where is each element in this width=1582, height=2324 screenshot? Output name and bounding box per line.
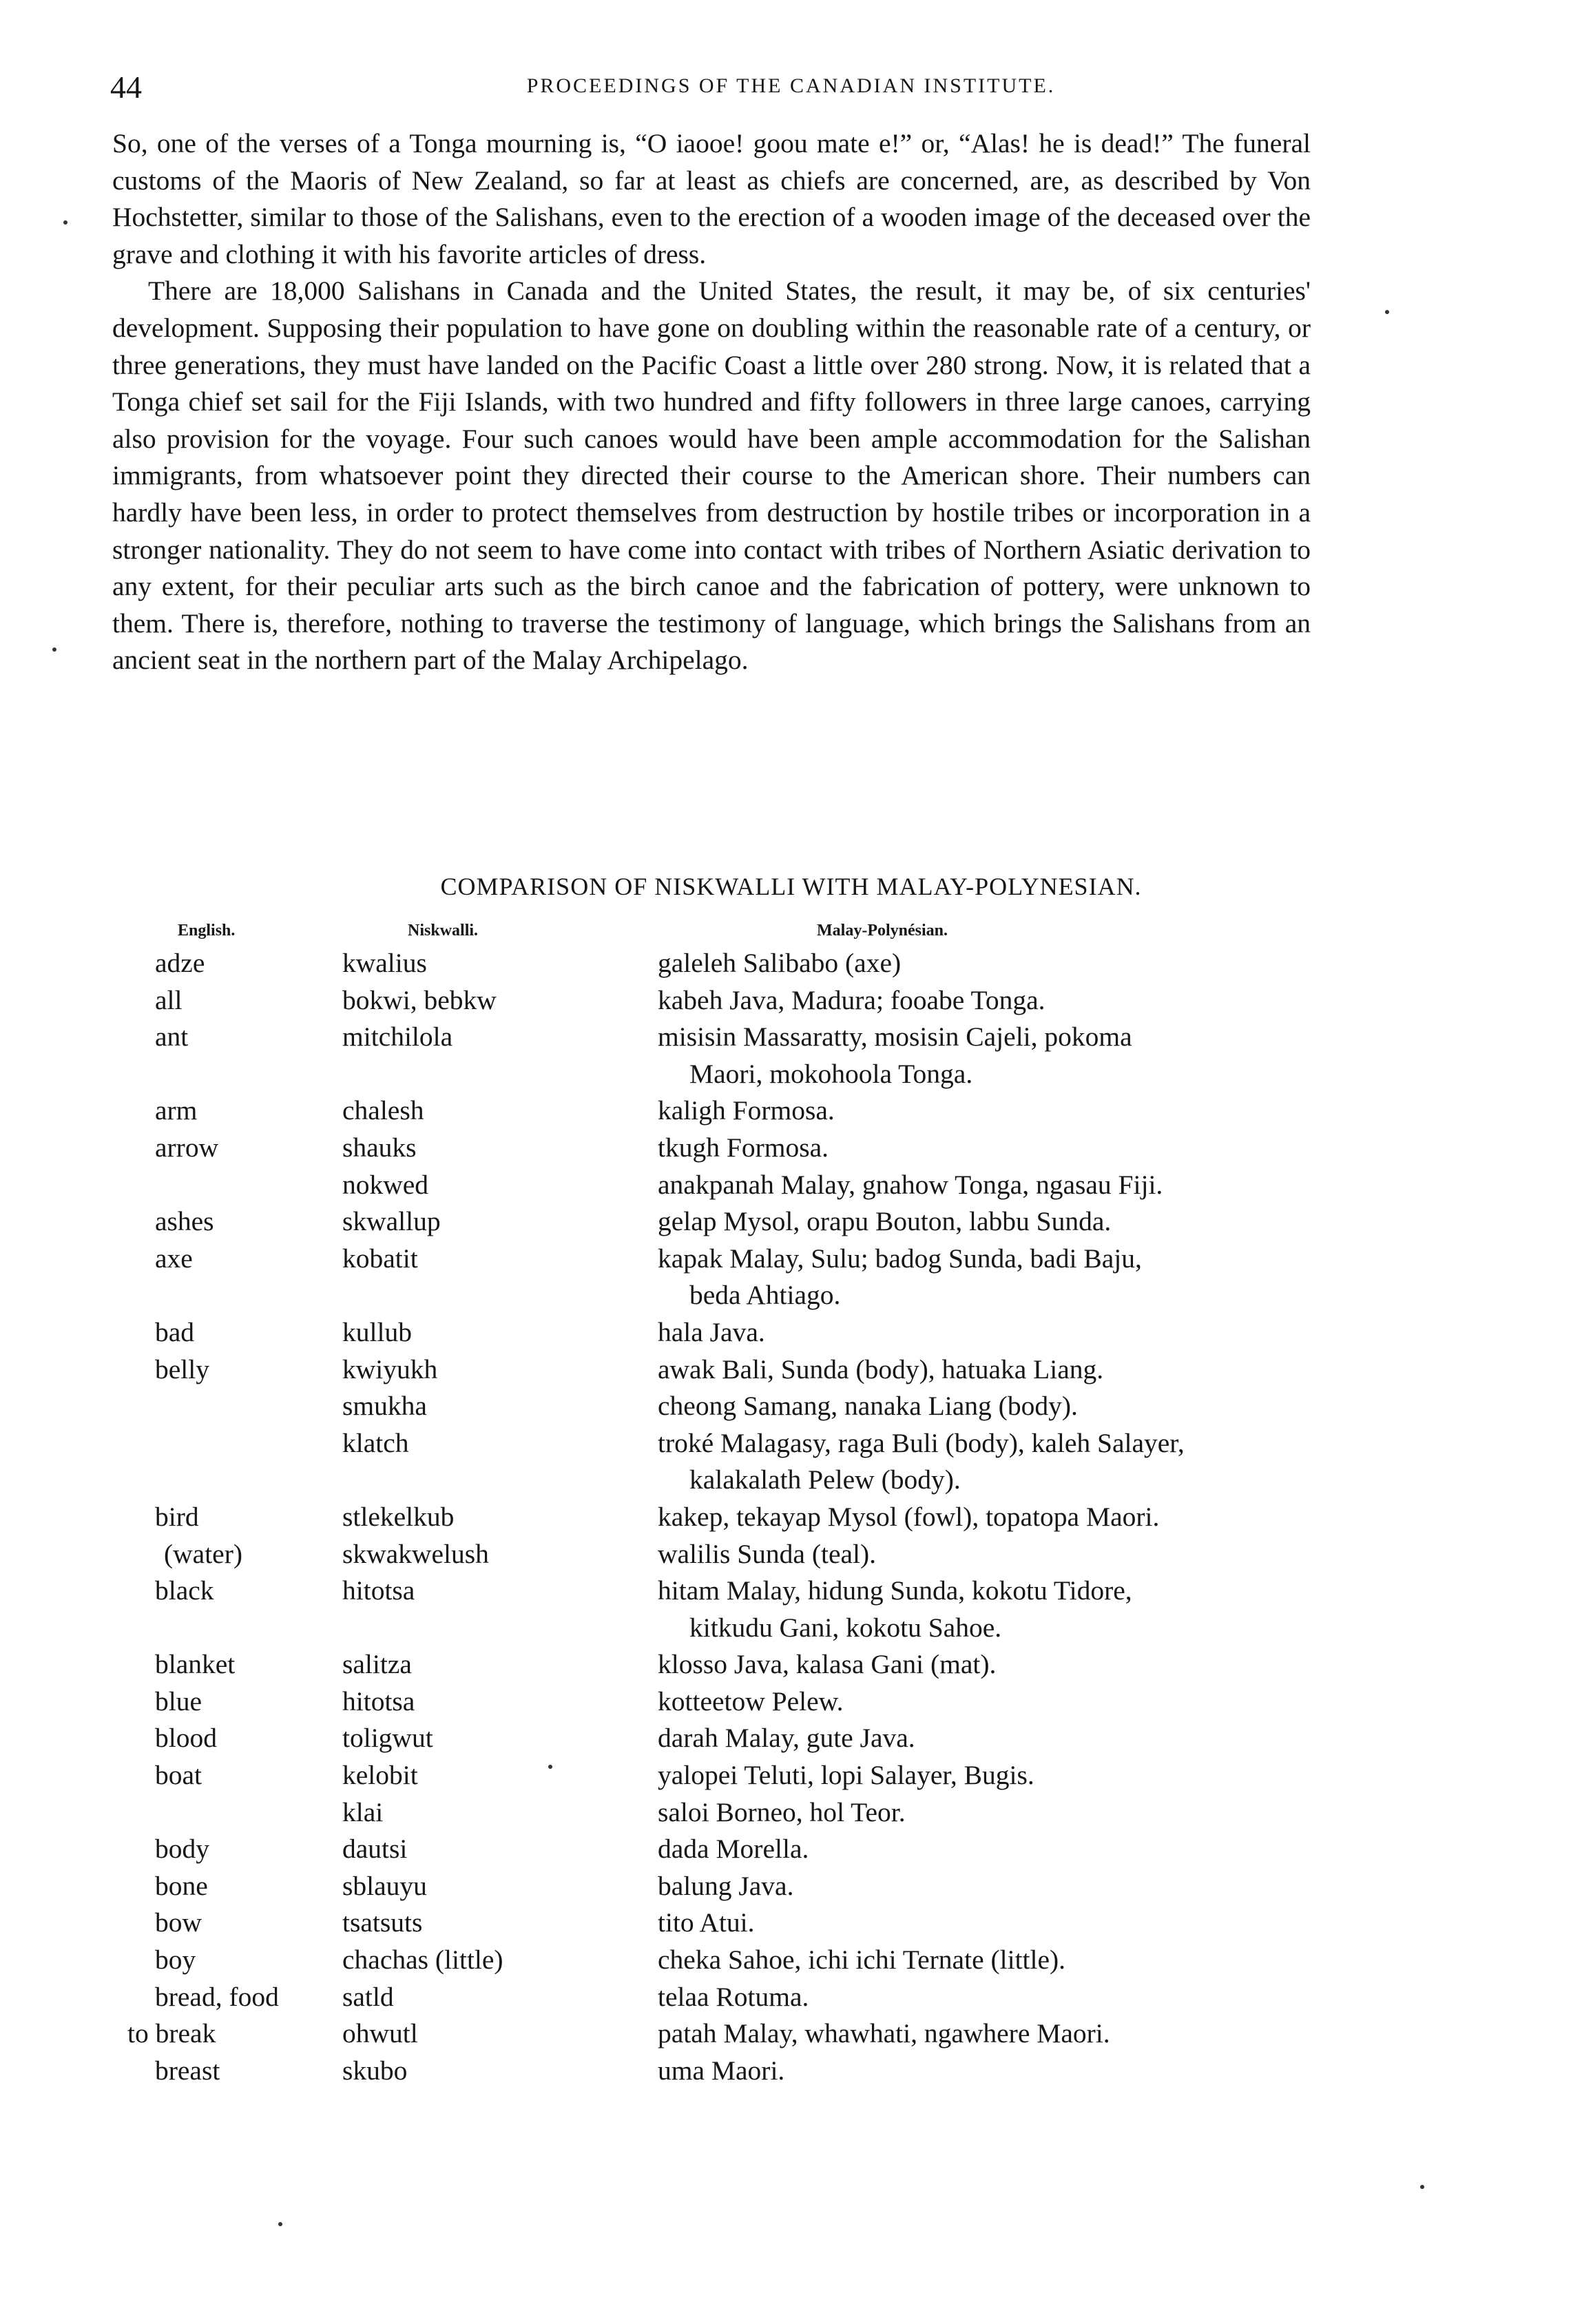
table-row xyxy=(0,1130,1582,1167)
malay-polynesian-cognates xyxy=(658,2053,1302,2090)
table-row xyxy=(0,1499,1582,1536)
niskwalli-word: kelobit xyxy=(342,1760,418,1791)
cognate-line: misisin Massaratty, mosisin Cajeli, pokoma xyxy=(658,1021,1132,1052)
english-word: bow xyxy=(155,1907,202,1938)
cognate-line: patah Malay, whawhati, ngawhere Maori. xyxy=(658,2018,1110,2049)
table-row xyxy=(0,1425,1582,1499)
cognate-line: tito Atui. xyxy=(658,1907,755,1938)
niskwalli-word: hitotsa xyxy=(342,1685,415,1716)
english-word: body xyxy=(155,1834,209,1865)
cognate-line: kapak Malay, Sulu; badog Sunda, badi Baju, xyxy=(658,1243,1142,1274)
cognate-line-continued: kitkudu Gani, kokotu Sahoe. xyxy=(689,1612,1002,1643)
table-row xyxy=(0,1905,1582,1942)
column-header-english: English. xyxy=(178,922,236,940)
cognate-line: kakep, tekayap Mysol (fowl), topatopa Maori. xyxy=(658,1501,1160,1532)
table-row xyxy=(0,2015,1582,2053)
english-word: arm xyxy=(155,1095,198,1126)
table-row xyxy=(0,1942,1582,1979)
malay-polynesian-cognates xyxy=(658,1130,1302,1167)
malay-polynesian-cognates xyxy=(658,1942,1302,1979)
niskwalli-word: klatch xyxy=(342,1427,409,1458)
cognate-line: darah Malay, gute Java. xyxy=(658,1723,915,1754)
cognate-line: cheka Sahoe, ichi ichi Ternate (little). xyxy=(658,1944,1066,1975)
table-row xyxy=(0,1019,1582,1092)
english-word: boat xyxy=(155,1760,202,1791)
malay-polynesian-cognates xyxy=(658,945,1302,982)
niskwalli-word: kobatit xyxy=(342,1243,418,1274)
cognate-line: kotteetow Pelew. xyxy=(658,1685,844,1716)
malay-polynesian-cognates xyxy=(658,1351,1302,1389)
malay-polynesian-cognates xyxy=(658,1241,1302,1314)
cognate-line: telaa Rotuma. xyxy=(658,1981,809,2012)
niskwalli-word: hitotsa xyxy=(342,1575,415,1606)
cognate-line: awak Bali, Sunda (body), hatuaka Liang. xyxy=(658,1353,1104,1384)
malay-polynesian-cognates xyxy=(658,1499,1302,1536)
cognate-line: kabeh Java, Madura; fooabe Tonga. xyxy=(658,984,1045,1015)
english-word: bird xyxy=(155,1501,199,1532)
table-row xyxy=(0,1388,1582,1425)
malay-polynesian-cognates xyxy=(658,1905,1302,1942)
english-word: belly xyxy=(155,1353,209,1384)
english-word: breast xyxy=(155,2055,220,2086)
table-row xyxy=(0,1241,1582,1314)
cognate-line: yalopei Teluti, lopi Salayer, Bugis. xyxy=(658,1760,1034,1791)
niskwalli-word: toligwut xyxy=(342,1723,433,1754)
malay-polynesian-cognates xyxy=(658,982,1302,1019)
paragraph: So, one of the verses of a Tonga mourning is, “O iaooe! goou mate e!” or, “Alas! he is dead!” The funeral customs of the Maoris of New Zealand, so far at least as chiefs are concerned, are, as described by Von Hochstetter, similar to those of the Salishans, even to the erection of a wooden image of the deceased over the grave and clothing it with his favorite articles of dress. xyxy=(112,128,1311,269)
speck-mark xyxy=(1385,310,1389,314)
niskwalli-word: tsatsuts xyxy=(342,1907,423,1938)
page-number: 44 xyxy=(110,70,142,105)
cognate-line: hitam Malay, hidung Sunda, kokotu Tidore, xyxy=(658,1575,1132,1606)
english-word: arrow xyxy=(155,1132,219,1163)
cognate-line-continued: beda Ahtiago. xyxy=(689,1280,841,1311)
cognate-line: hala Java. xyxy=(658,1316,765,1347)
cognate-line-continued: kalakalath Pelew (body). xyxy=(689,1464,961,1495)
english-word: adze xyxy=(155,948,205,978)
table-row xyxy=(0,1167,1582,1204)
malay-polynesian-cognates xyxy=(658,1979,1302,2016)
english-word: bread, food xyxy=(155,1981,279,2012)
malay-polynesian-cognates xyxy=(658,1314,1302,1351)
speck-mark xyxy=(52,647,56,652)
table-row xyxy=(0,945,1582,982)
niskwalli-word: satld xyxy=(342,1981,394,2012)
niskwalli-word: skwallup xyxy=(342,1206,441,1237)
niskwalli-word: sblauyu xyxy=(342,1870,427,1901)
malay-polynesian-cognates xyxy=(658,1646,1302,1683)
niskwalli-word: salitza xyxy=(342,1649,412,1680)
english-word: to break xyxy=(127,2018,216,2049)
english-word: (water) xyxy=(164,1538,243,1569)
table-row xyxy=(0,1720,1582,1757)
table-row xyxy=(0,1868,1582,1905)
niskwalli-word: kwiyukh xyxy=(342,1353,438,1384)
niskwalli-word: kullub xyxy=(342,1316,412,1347)
column-header-malay-polynesian: Malay-Polynésian. xyxy=(817,922,948,940)
table-row xyxy=(0,1683,1582,1721)
english-word: bad xyxy=(155,1316,195,1347)
niskwalli-word: dautsi xyxy=(342,1834,408,1865)
niskwalli-word: mitchilola xyxy=(342,1021,453,1052)
body-text xyxy=(112,125,1311,679)
english-word: bone xyxy=(155,1870,208,1901)
english-word: axe xyxy=(155,1243,193,1274)
speck-mark xyxy=(63,220,67,225)
malay-polynesian-cognates xyxy=(658,1757,1302,1794)
cognate-line: uma Maori. xyxy=(658,2055,785,2086)
malay-polynesian-cognates xyxy=(658,1425,1302,1499)
running-header: PROCEEDINGS OF THE CANADIAN INSTITUTE. xyxy=(526,74,1056,97)
english-word: all xyxy=(155,984,183,1015)
cognate-line: gelap Mysol, orapu Bouton, labbu Sunda. xyxy=(658,1206,1112,1237)
table-row xyxy=(0,1536,1582,1573)
cognate-line: cheong Samang, nanaka Liang (body). xyxy=(658,1391,1078,1422)
cognate-line: dada Morella. xyxy=(658,1834,809,1865)
table-row xyxy=(0,1757,1582,1794)
table-row xyxy=(0,1203,1582,1241)
cognate-line: saloi Borneo, hol Teor. xyxy=(658,1796,906,1827)
english-word: blue xyxy=(155,1685,202,1716)
niskwalli-word: chachas (little) xyxy=(342,1944,503,1975)
table-row xyxy=(0,1794,1582,1832)
english-word: blood xyxy=(155,1723,217,1754)
malay-polynesian-cognates xyxy=(658,1019,1302,1092)
table-row xyxy=(0,2053,1582,2090)
malay-polynesian-cognates xyxy=(658,1868,1302,1905)
malay-polynesian-cognates xyxy=(658,1683,1302,1721)
malay-polynesian-cognates xyxy=(658,1092,1302,1130)
niskwalli-word: skubo xyxy=(342,2055,408,2086)
column-header-niskwalli: Niskwalli. xyxy=(408,922,479,940)
english-word: black xyxy=(155,1575,214,1606)
cognate-line: anakpanah Malay, gnahow Tonga, ngasau Fiji. xyxy=(658,1169,1163,1200)
niskwalli-word: chalesh xyxy=(342,1095,424,1126)
malay-polynesian-cognates xyxy=(658,1720,1302,1757)
table-title: COMPARISON OF NISKWALLI WITH MALAY-POLYNESIAN. xyxy=(440,873,1142,900)
table-row xyxy=(0,1092,1582,1130)
malay-polynesian-cognates xyxy=(658,1573,1302,1646)
table-row xyxy=(0,1573,1582,1646)
niskwalli-word: smukha xyxy=(342,1391,427,1422)
table-row xyxy=(0,982,1582,1019)
niskwalli-word: stlekelkub xyxy=(342,1501,455,1532)
malay-polynesian-cognates xyxy=(658,1794,1302,1832)
english-word: boy xyxy=(155,1944,196,1975)
comparison-table xyxy=(0,945,1582,2089)
table-row xyxy=(0,1351,1582,1389)
niskwalli-word: kwalius xyxy=(342,948,427,978)
malay-polynesian-cognates xyxy=(658,1536,1302,1573)
english-word: ashes xyxy=(155,1206,214,1237)
table-row xyxy=(0,1979,1582,2016)
table-row xyxy=(0,1831,1582,1868)
cognate-line: balung Java. xyxy=(658,1870,794,1901)
malay-polynesian-cognates xyxy=(658,2015,1302,2053)
niskwalli-word: skwakwelush xyxy=(342,1538,489,1569)
malay-polynesian-cognates xyxy=(658,1388,1302,1425)
cognate-line: kaligh Formosa. xyxy=(658,1095,835,1126)
paragraph: There are 18,000 Salishans in Canada and the United States, the result, it may be, of six centuries' development. Supposing their population to have gone on doubling within the reasonable rate of a century, or three generations, they must have landed on the Pacific Coast a little over 280 strong. Now, it is related that a Tonga chief set sail for the Fiji Islands, with two hundred and fifty followers in three large canoes, carrying also provision for the voyage. Four such canoes would have been ample accommodation for the Salishan immigrants, from whatsoever point they directed their course to the American shore. Their numbers can hardly have been less, in order to protect themselves from destruction by hostile tribes or incorporation in a stronger nationality. They do not seem to have come into contact with tribes of Northern Asiatic derivation to any extent, for their peculiar arts such as the birch canoe and the fabrication of pottery, were unknown to them. There is, therefore, nothing to traverse the testimony of language, which brings the Salishans from an ancient seat in the northern part of the Malay Archipelago. xyxy=(112,276,1311,676)
cognate-line: troké Malagasy, raga Buli (body), kaleh Salayer, xyxy=(658,1427,1185,1458)
niskwalli-word: bokwi, bebkw xyxy=(342,984,497,1015)
niskwalli-word: ohwutl xyxy=(342,2018,418,2049)
english-word: blanket xyxy=(155,1649,236,1680)
cognate-line: galeleh Salibabo (axe) xyxy=(658,948,902,978)
malay-polynesian-cognates xyxy=(658,1167,1302,1204)
speck-mark xyxy=(278,2222,282,2226)
cognate-line: tkugh Formosa. xyxy=(658,1132,829,1163)
english-word: ant xyxy=(155,1021,189,1052)
niskwalli-word: klai xyxy=(342,1796,384,1827)
niskwalli-word: shauks xyxy=(342,1132,417,1163)
malay-polynesian-cognates xyxy=(658,1831,1302,1868)
speck-mark xyxy=(1420,2185,1424,2189)
speck-mark xyxy=(548,1765,552,1769)
niskwalli-word: nokwed xyxy=(342,1169,429,1200)
malay-polynesian-cognates xyxy=(658,1203,1302,1241)
cognate-line: walilis Sunda (teal). xyxy=(658,1538,877,1569)
cognate-line: klosso Java, kalasa Gani (mat). xyxy=(658,1649,997,1680)
table-row xyxy=(0,1646,1582,1683)
table-row xyxy=(0,1314,1582,1351)
cognate-line-continued: Maori, mokohoola Tonga. xyxy=(689,1058,973,1089)
